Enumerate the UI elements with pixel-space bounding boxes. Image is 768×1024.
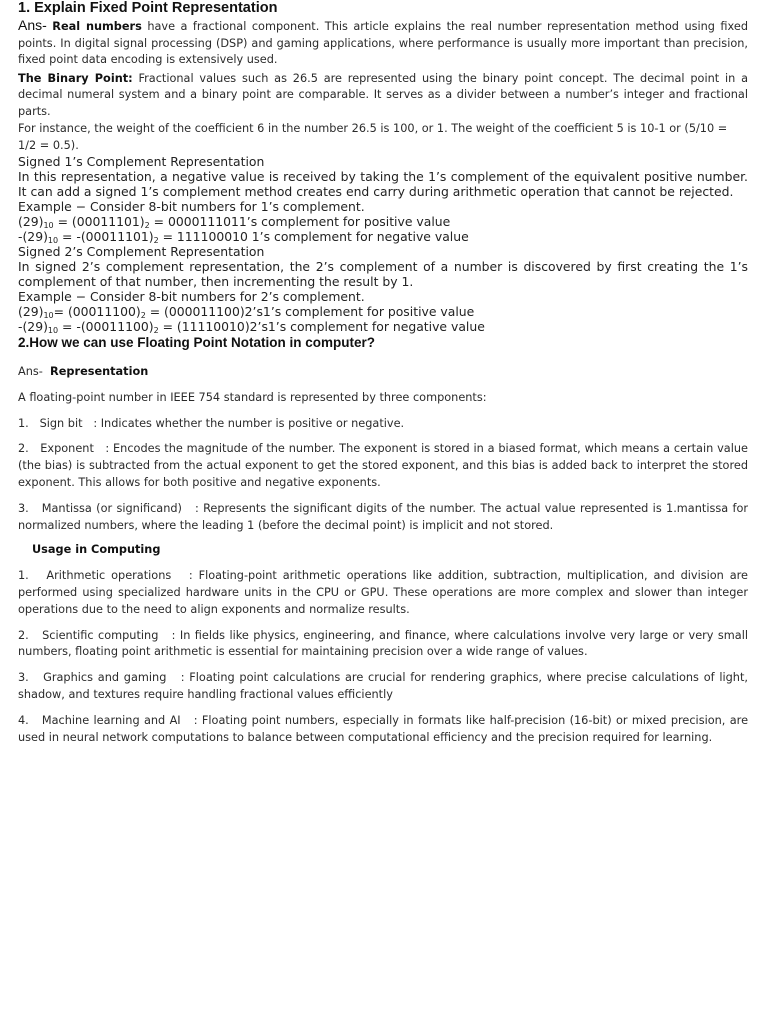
q1-paragraph-real-numbers xyxy=(18,17,748,69)
list-item-label: Exponent xyxy=(40,442,94,456)
usage-item xyxy=(18,670,748,704)
q2-answer-heading xyxy=(18,364,748,381)
expr-part: = 0000111011’s complement for positive value xyxy=(149,214,451,229)
subscript: 2 xyxy=(153,326,159,335)
representation-heading: Representation xyxy=(50,365,149,378)
twos-complement-line-negative xyxy=(18,319,748,334)
list-item-label: Machine learning and AI xyxy=(41,713,181,727)
ones-complement-description: In this representation, a negative value is received by taking the 1’s complement of the equivalent positive number. It can add a signed 1’s complement method creates end carry during arithmetic operation that cannot be rejected. xyxy=(18,169,748,199)
expr-part: (29) xyxy=(18,214,44,229)
answer-prefix: Ans- xyxy=(18,365,43,378)
real-numbers-text: have a fractional component. This article explains the real number representation method using fixed points. In digital signal processing (DSP) and gaming applications, where performance is usually more important than precision, fixed point data encoding is extensively used. xyxy=(18,20,748,66)
expr-part: = (00011100) xyxy=(53,304,141,319)
question-1-title: 1. Explain Fixed Point Representation xyxy=(18,0,278,16)
subscript: 10 xyxy=(47,326,59,335)
list-number: 3. xyxy=(18,671,29,685)
component-list xyxy=(18,416,748,535)
expr-part: = (00011101) xyxy=(53,214,145,229)
list-item-description: : Floating point numbers, especially in formats like half-precision (16-bit) or mixed precision, are used in neural network computations to balance between computational efficiency and the precision required for learning. xyxy=(18,713,749,744)
list-item-description: : Indicates whether the number is positive or negative. xyxy=(93,416,405,430)
subscript: 10 xyxy=(43,311,54,320)
expr-part: = (000011100)2’s1’s complement for positive value xyxy=(145,304,475,319)
complement-section xyxy=(18,154,748,334)
list-item-description: : Represents the significant digits of the number. The actual value represented is 1.mantissa for normalized numbers, where the leading 1 (before the decimal point) is implicit and not stored. xyxy=(18,501,749,532)
component-item xyxy=(18,441,748,491)
ones-complement-title: Signed 1’s Complement Representation xyxy=(18,154,265,169)
list-item-label: Mantissa (or significand) xyxy=(41,501,182,515)
list-item-description: : In fields like physics, engineering, and finance, where calculations involve very large or very small numbers, floating point arithmetic is essential for maintaining precision over a wide range of values. xyxy=(18,628,748,659)
list-item-description: : Floating point calculations are crucial for rendering graphics, where precise calculations of light, shadow, and textures require handling fractional values efficiently xyxy=(18,671,748,701)
answer-prefix: Ans- xyxy=(18,17,47,33)
expr-part: = 111100010 1’s complement for negative value xyxy=(158,229,469,244)
expr-part: -(29) xyxy=(18,229,48,244)
subscript: 2 xyxy=(144,221,150,230)
subscript: 2 xyxy=(153,236,159,245)
twos-complement-title: Signed 2’s Complement Representation xyxy=(18,244,265,259)
list-number: 2. xyxy=(18,628,29,642)
twos-complement-example: Example − Consider 8-bit numbers for 2’s complement. xyxy=(18,289,365,304)
list-item-label: Arithmetic operations xyxy=(46,569,172,583)
expr-part: -(29) xyxy=(18,319,48,334)
expr-part: = -(00011100) xyxy=(58,319,154,334)
list-item-label: Scientific computing xyxy=(42,628,159,642)
floating-point-section xyxy=(18,364,748,746)
real-numbers-term: Real numbers xyxy=(52,20,142,33)
list-number: 1. xyxy=(18,569,29,583)
usage-list xyxy=(18,568,748,746)
q1-paragraph-binary-point xyxy=(18,71,748,121)
list-number: 2. xyxy=(18,442,29,456)
usage-heading: Usage in Computing xyxy=(32,543,161,557)
twos-complement-description: In signed 2’s complement representation, the 2’s complement of a number is discovered by first creating the 1’s complement of that number, then incrementing the result by 1. xyxy=(18,259,748,289)
subscript: 2 xyxy=(140,311,146,320)
component-item xyxy=(18,501,748,535)
list-item-label: Graphics and gaming xyxy=(43,671,167,685)
binary-point-text: Fractional values such as 26.5 are represented using the binary point concept. The decimal point in a decimal numeral system and a binary point are comparable. It serves as a divider between a number’s integer and fractional parts. xyxy=(18,71,748,118)
subscript: 10 xyxy=(47,236,59,245)
question-2-title: 2.How we can use Floating Point Notation in computer? xyxy=(18,335,376,350)
twos-complement-line-positive xyxy=(18,304,748,319)
list-item-description: : Floating-point arithmetic operations like addition, subtraction, multiplication, and division are performed using specialized hardware units in the CPU or GPU. These operations are more complex and slower than integer operations due to the need to align exponents and normalize results. xyxy=(18,569,748,616)
expr-part: (29) xyxy=(18,304,44,319)
component-item xyxy=(18,416,748,433)
binary-point-term: The Binary Point: xyxy=(18,71,133,85)
list-number: 4. xyxy=(18,713,29,727)
ones-complement-line-negative xyxy=(18,229,748,244)
list-item-label: Sign bit xyxy=(39,416,83,430)
ones-complement-example: Example − Consider 8-bit numbers for 1’s complement. xyxy=(18,199,365,214)
subscript: 10 xyxy=(43,221,54,230)
q2-intro: A floating-point number in IEEE 754 standard is represented by three components: xyxy=(18,390,487,404)
list-number: 3. xyxy=(18,501,29,515)
list-item-description: : Encodes the magnitude of the number. The exponent is stored in a biased format, which means a certain value (the bias) is subtracted from the actual exponent to get the stored exponent, and this bias is added back to interpret the stored exponent. This allows for both positive and negative exponents. xyxy=(18,442,748,489)
expr-part: = (11110010)2’s1’s complement for negative value xyxy=(158,319,485,334)
usage-item xyxy=(18,713,748,747)
q1-paragraph-example-weights: For instance, the weight of the coefficient 6 in the number 26.5 is 100, or 1. The weight of the coefficient 5 is 10-1 or (5/10 = 1/2 = 0.5). xyxy=(18,122,728,152)
ones-complement-line-positive xyxy=(18,214,748,229)
usage-item xyxy=(18,628,748,662)
list-number: 1. xyxy=(18,416,29,430)
usage-item xyxy=(18,568,748,618)
expr-part: = -(00011101) xyxy=(58,229,154,244)
